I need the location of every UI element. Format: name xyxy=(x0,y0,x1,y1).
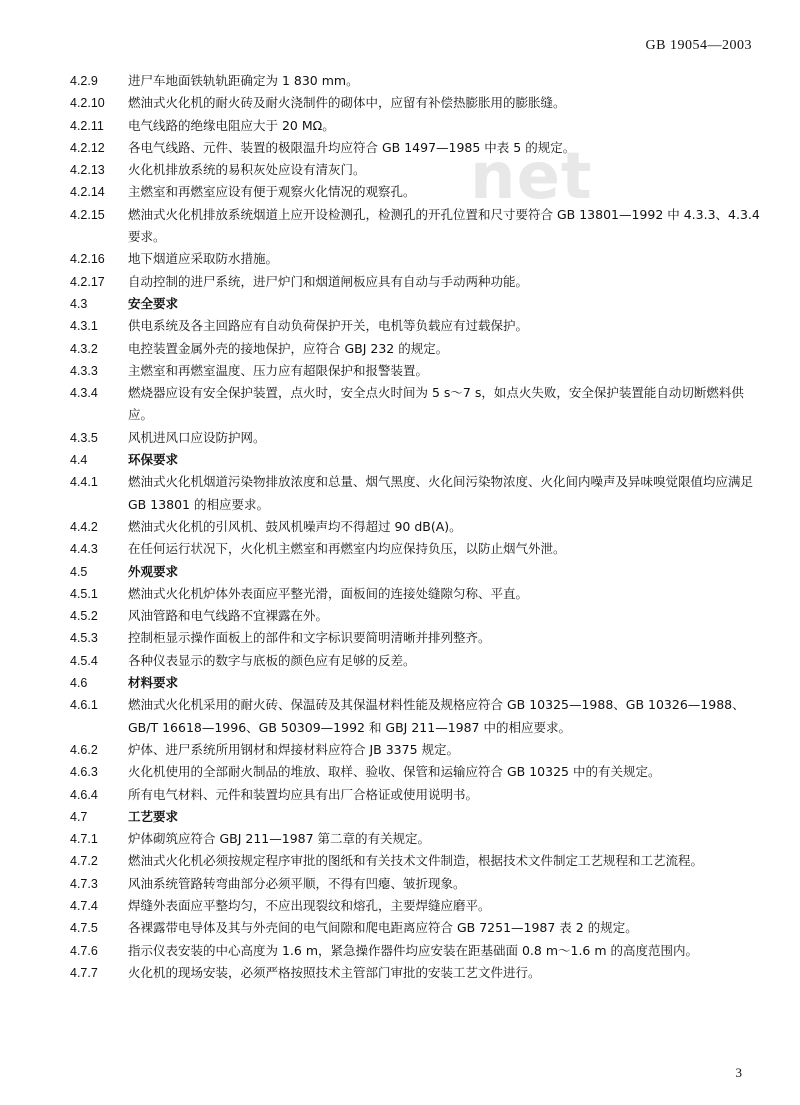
clause-text: 风油管路和电气线路不宜裸露在外。 xyxy=(128,608,329,624)
clause-text: 火化机排放系统的易积灰处应设有清灰门。 xyxy=(128,162,366,178)
clause-text: 火化机的现场安装，必须严格按照技术主管部门审批的安装工艺文件进行。 xyxy=(128,964,541,980)
clause-item xyxy=(70,471,760,516)
clause-text: 进尸车地面铁轨轨距确定为 1 830 mm。 xyxy=(128,73,359,88)
clause-number: 4.3.5 xyxy=(70,430,98,445)
section-heading xyxy=(70,561,760,583)
section-heading xyxy=(70,806,760,828)
clause-number: 4.6.3 xyxy=(70,765,98,780)
clause-text: 主燃室和再燃室温度、压力应有超限保护和报警装置。 xyxy=(128,362,429,378)
clause-number: 4.5.3 xyxy=(70,631,98,646)
section-title: 材料要求 xyxy=(128,675,179,691)
clause-number: 4.3.1 xyxy=(70,319,98,334)
clause-text: 控制柜显示操作面板上的部件和文字标识要简明清晰并排列整齐。 xyxy=(128,630,491,646)
clause-number: 4.7.4 xyxy=(70,898,98,913)
clause-text: 所有电气材料、元件和装置均应具有出厂合格证或使用说明书。 xyxy=(128,786,479,802)
clause-item xyxy=(70,360,760,382)
clause-item xyxy=(70,137,760,159)
clause-text: 电控装置金属外壳的接地保护，应符合 GBJ 232 的规定。 xyxy=(128,340,449,356)
clause-item xyxy=(70,940,760,962)
clause-number: 4.2.14 xyxy=(70,185,105,200)
clause-item xyxy=(70,204,760,249)
clause-item xyxy=(70,895,760,917)
clause-item xyxy=(70,159,760,181)
clause-number: 4.5.2 xyxy=(70,609,98,624)
clause-item xyxy=(70,248,760,270)
clause-number: 4.3.3 xyxy=(70,363,98,378)
clause-item xyxy=(70,338,760,360)
clause-number: 4.7.5 xyxy=(70,921,98,936)
clause-text: 地下烟道应采取防水措施。 xyxy=(128,251,279,267)
clause-number: 4.2.16 xyxy=(70,252,105,267)
clause-number: 4.7 xyxy=(70,809,88,824)
clause-text: 燃油式火化机的耐火砖及耐火浇制件的砌体中，应留有补偿热膨胀用的膨胀缝。 xyxy=(128,95,566,111)
clause-number: 4.6 xyxy=(70,676,88,691)
clause-number: 4.2.17 xyxy=(70,274,105,289)
clause-item xyxy=(70,784,760,806)
section-heading xyxy=(70,672,760,694)
clause-number: 4.2.10 xyxy=(70,96,105,111)
clause-number: 4.7.6 xyxy=(70,943,98,958)
clause-number: 4.4.1 xyxy=(70,475,98,490)
clause-item xyxy=(70,627,760,649)
clause-number: 4.4.3 xyxy=(70,542,98,557)
clause-item xyxy=(70,739,760,761)
section-title: 安全要求 xyxy=(128,295,179,311)
section-title: 工艺要求 xyxy=(128,808,179,824)
clause-text: 炉体砌筑应符合 GBJ 211—1987 第二章的有关规定。 xyxy=(128,831,431,847)
clause-item xyxy=(70,115,760,137)
clause-item xyxy=(70,538,760,560)
clause-number: 4.4 xyxy=(70,453,88,468)
clause-text: 各裸露带电导体及其与外壳间的电气间隙和爬电距离应符合 GB 7251—1987 表 2 的规定。 xyxy=(128,920,638,936)
clause-number: 4.2.11 xyxy=(70,118,104,133)
clause-item xyxy=(70,761,760,783)
clause-text: 燃油式火化机烟道污染物排放浓度和总量、烟气黑度、火化间污染物浓度、火化间内噪声及异味嗅觉限值均应满足 GB 13801 的相应要求。 xyxy=(128,474,754,512)
clause-text: 燃油式火化机炉体外表面应平整光滑，面板间的连接处缝隙匀称、平直。 xyxy=(128,585,529,601)
clause-text: 在任何运行状况下，火化机主燃室和再燃室内均应保持负压，以防止烟气外泄。 xyxy=(128,541,566,557)
clause-item xyxy=(70,650,760,672)
clause-number: 4.2.9 xyxy=(70,74,98,88)
clause-number: 4.7.7 xyxy=(70,965,98,980)
clause-number: 4.2.12 xyxy=(70,140,105,155)
clause-text: 各种仪表显示的数字与底板的颜色应有足够的反差。 xyxy=(128,652,416,668)
clause-text: 电气线路的绝缘电阻应大于 20 MΩ。 xyxy=(128,117,335,133)
clause-text: 各电气线路、元件、装置的极限温升均应符合 GB 1497—1985 中表 5 的规定。 xyxy=(128,139,576,155)
clause-text: 自动控制的进尸系统，进尸炉门和烟道闸板应具有自动与手动两种功能。 xyxy=(128,273,529,289)
clause-text: 燃油式火化机采用的耐火砖、保温砖及其保温材料性能及规格应符合 GB 10325—1988、GB 10326—1988、GB/T 16618—1996、GB 50309—1992 和 GBJ 211—1987 中的相应要求。 xyxy=(128,697,745,735)
clause-item xyxy=(70,382,760,427)
section-title: 环保要求 xyxy=(128,452,179,468)
clause-item xyxy=(70,962,760,984)
clause-number: 4.2.15 xyxy=(70,207,105,222)
clause-text: 燃油式火化机排放系统烟道上应开设检测孔，检测孔的开孔位置和尺寸要符合 GB 13801—1992 中 4.3.3、4.3.4 要求。 xyxy=(128,206,760,245)
clause-text: 炉体、进尸系统所用钢材和焊接材料应符合 JB 3375 规定。 xyxy=(128,741,459,757)
clause-text: 风油系统管路转弯曲部分必须平顺，不得有凹瘪、皱折现象。 xyxy=(128,875,466,891)
clause-number: 4.4.2 xyxy=(70,519,98,534)
clause-item xyxy=(70,850,760,872)
clause-number: 4.5.1 xyxy=(70,586,98,601)
clause-text: 风机进风口应设防护网。 xyxy=(128,429,266,445)
clause-item xyxy=(70,315,760,337)
clause-item xyxy=(70,917,760,939)
clause-number: 4.5 xyxy=(70,564,88,579)
section-heading xyxy=(70,449,760,471)
clause-number: 4.6.1 xyxy=(70,698,98,713)
clause-item xyxy=(70,873,760,895)
clause-item xyxy=(70,70,760,92)
section-heading xyxy=(70,293,760,315)
clause-number: 4.7.1 xyxy=(70,832,98,847)
standard-number: GB 19054—2003 xyxy=(645,38,752,53)
clause-text: 燃油式火化机的引风机、鼓风机噪声均不得超过 90 dB(A)。 xyxy=(128,518,462,534)
clause-text: 主燃室和再燃室应设有便于观察火化情况的观察孔。 xyxy=(128,184,416,200)
page-number: 3 xyxy=(735,1065,742,1080)
clause-number: 4.6.2 xyxy=(70,742,98,757)
clause-item xyxy=(70,181,760,203)
clause-list xyxy=(70,70,760,984)
clause-number: 4.2.13 xyxy=(70,163,105,178)
watermark: net xyxy=(470,140,593,214)
clause-number: 4.6.4 xyxy=(70,787,98,802)
clause-text: 燃油式火化机必须按规定程序审批的图纸和有关技术文件制造，根据技术文件制定工艺规程和工艺流程。 xyxy=(128,853,704,869)
clause-item xyxy=(70,583,760,605)
section-title: 外观要求 xyxy=(128,563,179,579)
clause-item xyxy=(70,828,760,850)
clause-text: 焊缝外表面应平整均匀，不应出现裂纹和熔孔，主要焊缝应磨平。 xyxy=(128,897,491,913)
clause-text: 燃烧器应设有安全保护装置，点火时，安全点火时间为 5 s～7 s，如点火失败，安全保护装置能自动切断燃料供应。 xyxy=(128,385,744,423)
clause-text: 指示仪表安装的中心高度为 1.6 m，紧急操作器件均应安装在距基础面 0.8 m～1.6 m 的高度范围内。 xyxy=(128,942,699,958)
clause-number: 4.7.2 xyxy=(70,854,98,869)
clause-number: 4.3 xyxy=(70,296,88,311)
clause-number: 4.3.2 xyxy=(70,341,98,356)
clause-item xyxy=(70,605,760,627)
clause-number: 4.5.4 xyxy=(70,653,98,668)
clause-item xyxy=(70,516,760,538)
clause-item xyxy=(70,427,760,449)
clause-text: 火化机使用的全部耐火制品的堆放、取样、验收、保管和运输应符合 GB 10325 中的有关规定。 xyxy=(128,764,661,780)
clause-number: 4.3.4 xyxy=(70,386,98,401)
clause-item xyxy=(70,694,760,739)
clause-item xyxy=(70,271,760,293)
clause-text: 供电系统及各主回路应有自动负荷保护开关，电机等负载应有过载保护。 xyxy=(128,318,529,334)
clause-number: 4.7.3 xyxy=(70,876,98,891)
clause-item xyxy=(70,92,760,114)
